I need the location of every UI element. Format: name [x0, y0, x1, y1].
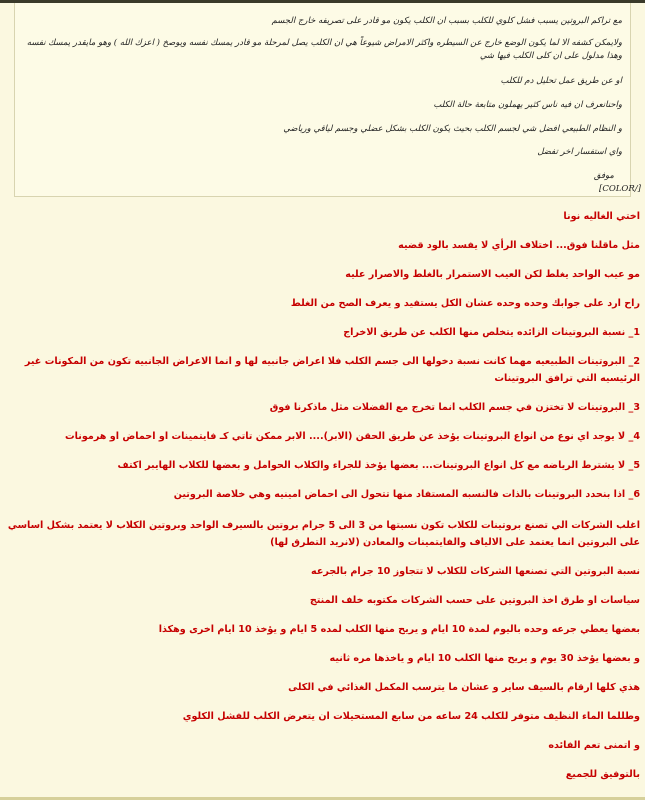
reply-line: اغلب الشركات الي تصنع بروتينات للكلاب تكون نسبتها من 3 الى 5 جرام بروتين بالسيرف الواحد وبروتين الكلاب لا يعتمد بشكل اساسي على البروتين انما يعتمد على الالياف والفايتمينات والمعادن (لانريد التطرق لها) [7, 520, 640, 548]
quote-box [14, 3, 641, 197]
reply-line: 3_ البروتينات لا تختزن في جسم الكلب انما تخرج مع الفضلات مثل ماذكرنا فوق [269, 402, 640, 413]
quote-line: ولايمكن كشفه الا لما يكون الوضع خارج عن السيطره واكثر الامراض شيوعاً هي ان الكلب يصل لمرحلة مو قادر يمسك نفسه ويوصخ ( اعزك الله ) وهو مايقدر يمسك نفسه وهذا مدلول على ان كلى الكلب فيها شي [26, 38, 622, 61]
reply-line: بعضها يعطي جرعه وحده باليوم لمدة 10 ايام و يريح منها الكلب لمده 5 ايام و يؤخذ 10 ايام اخرى وهكذا [158, 624, 640, 635]
reply-line: 4_ لا يوجد اي نوع من انواع البروتينات يؤخذ عن طريق الحقن (الابر).... الابر ممكن تاتي كـ فايتمينات او احماض او هرمونات [65, 431, 640, 442]
reply-line: مو عيب الواحد يغلط لكن العيب الاستمرار بالغلط والاصرار عليه [345, 269, 640, 280]
reply-line: 5_ لا يشترط الرياضه مع كل انواع البروتينات... بعضها يؤخذ للجراء والكلاب الحوامل و بعضها للكلاب الهايبر اكتف [117, 460, 640, 471]
reply-line: و بعضها يؤخذ 30 يوم و يريح منها الكلب 10 ايام و ياخذها مره ثانيه [329, 653, 640, 664]
reply-line: وطللما الماء النظيف متوفر للكلب 24 ساعه من سابع المستحيلات ان يتعرض الكلب للفشل الكلوي [182, 711, 640, 722]
color-tag: [COLOR/] [599, 184, 641, 194]
quote-line: واي استفسار اخر تفضل [537, 147, 622, 157]
reply-line: راح ارد على جوابك وحده وحده عشان الكل يستفيد و يعرف الصح من الغلط [290, 298, 640, 309]
quote-line: واحنانعرف ان فيه ناس كثير يهملون متابعة حالة الكلب [433, 100, 622, 110]
reply-line: اختي الغاليه نونا [563, 211, 640, 222]
reply-line: هذي كلها ارقام بالسيف ساير و عشان ما يترسب المكمل الغذائي في الكلى [288, 682, 640, 693]
reply-line: 2_ البروتينات الطبيعيه مهما كانت نسبة دخولها الى جسم الكلب فلا اعراض جانبيه لها و انما الاعراض الجانبيه تكون من المكونات غير الرئيسيه التي ترافق البروتينات [24, 356, 640, 384]
quote-line: و النظام الطبيعي افضل شي لجسم الكلب بحيث يكون الكلب بشكل عضلي وجسم لياقي ورياضي [283, 124, 622, 134]
reply-line: نسبة البروتين التي تصنعها الشركات للكلاب لا تتجاوز 10 جرام بالجرعه [311, 566, 640, 577]
quote-line: مع تراكم البروتين يسبب فشل كلوي للكلب بسبب ان الكلب يكون مو قادر على تصريفه خارج الجسم [271, 16, 622, 26]
reply-line: مثل ماقلنا فوق... اختلاف الرأي لا يفسد بالود قضيه [398, 240, 640, 251]
reply-line: بالتوفيق للجميع [565, 769, 640, 780]
quote-signature: موفق [593, 171, 614, 181]
quote-line: او عن طريق عمل تحليل دم للكلب [500, 76, 622, 86]
reply-line: سياسات او طرق اخذ البروتين على حسب الشركات مكتوبه خلف المنتج [309, 595, 640, 606]
reply-line: و اتمنى تعم الفائده [548, 740, 640, 751]
reply-line: 6_ اذا بنحدد البروتينات بالذات فالنسبه المستفاد منها تتحول الى احماض امينيه وهي خلاصة البروتين [173, 489, 640, 500]
reply-line: 1_ نسبة البروتينات الزائده يتخلص منها الكلب عن طريق الاخراج [343, 327, 640, 338]
